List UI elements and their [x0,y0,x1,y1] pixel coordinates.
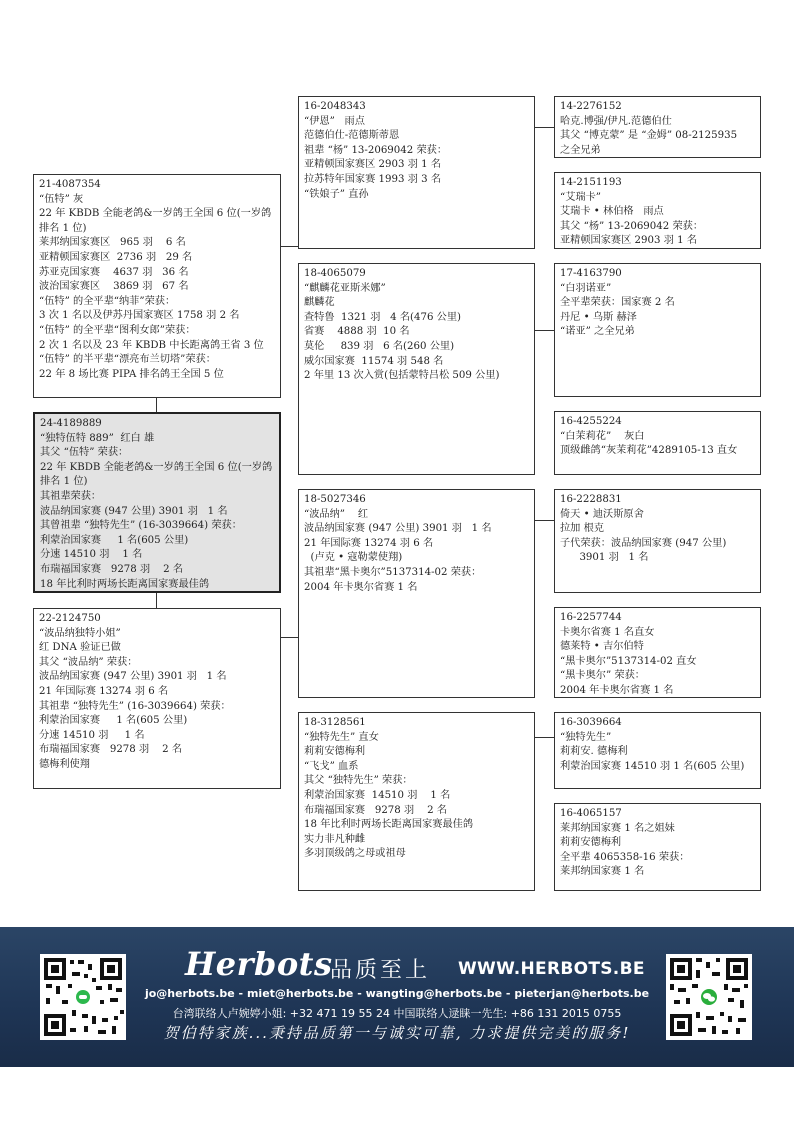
ring-number: 16-4065157 [560,808,622,819]
ring-number: 16-4255224 [560,416,622,427]
ring-number: 16-2048343 [304,101,366,112]
pedigree-line: “黑卡奥尔”5137314-02 直女 [560,655,697,667]
ring-number: 14-2276152 [560,101,622,112]
website-link[interactable]: WWW.HERBOTS.BE [458,959,645,979]
pedigree-d7 [554,712,761,789]
pedigree-line: 莱邦纳国家赛 1 名 [560,866,645,878]
pedigree-d4 [554,411,761,475]
connector [156,398,157,412]
pedigree-line: (卢克 • 寇勒蒙使翔) [304,552,403,564]
ring-number: 21-4087354 [39,179,101,190]
pedigree-line: 丹尼 • 乌斯 赫泽 [560,311,637,323]
pedigree-dam [33,608,281,789]
pedigree-line: 利蒙治国家赛 14510 羽 1 名(605 公里) [560,760,745,772]
pedigree-line: “伍特” 灰 [39,193,84,205]
pedigree-line: 其父 “伍特” 荣获： [40,447,129,459]
pedigree-line: 莱邦纳国家赛 1 名之姐妹 [560,822,675,834]
pedigree-line: 德梅利使翔 [39,758,90,770]
connector [534,737,554,738]
pedigree-line: “伊恩” 雨点 [304,115,365,127]
ring-number: 18-5027346 [304,494,366,505]
pedigree-line: “波品纳” 红 [304,508,369,520]
pedigree-c3 [298,489,535,698]
pedigree-line: 亚精顿国家赛区 2736 羽 29 名 [39,251,193,263]
pedigree-d3 [554,263,761,397]
pedigree-c2 [298,263,535,475]
pedigree-line: 查特鲁 1321 羽 4 名(476 公里) [304,311,462,323]
ring-number: 24-4189889 [40,418,102,429]
pedigree-line: 麒麟花 [304,297,335,309]
pedigree-d2 [554,172,761,249]
pedigree-line: 莉莉安. 德梅利 [560,746,628,758]
pedigree-c4 [298,712,535,891]
pedigree-line: “伍特” 的全平辈“纳菲”荣获： [39,295,176,307]
pedigree-line: 哈克.博强/伊凡.范德伯仕 [560,115,672,127]
pedigree-subject [33,412,281,593]
pedigree-line: 其父 “波品纳” 荣获： [39,656,138,668]
pedigree-line: 子代荣获：波品纳国家赛 (947 公里) [560,537,727,549]
pedigree-line: 苏亚克国家赛 4637 羽 36 名 [39,266,189,278]
pedigree-line: 波治国家赛区 3869 羽 67 名 [39,281,189,293]
pedigree-d8 [554,803,761,891]
pedigree-line: “诺亚” 之全兄弟 [560,326,635,338]
pedigree-line: “白羽诺亚” [560,282,612,294]
ring-number: 16-3039664 [560,717,622,728]
pedigree-line: 倚天 • 迪沃斯原舍 [560,508,644,520]
pedigree-line: 2004 年卡奥尔省赛 1 名 [560,684,674,696]
pedigree-line: 范德伯仕-范德斯蒂恩 [304,130,400,142]
pedigree-d5 [554,489,761,593]
pedigree-line: “麒麟花亚斯米娜” [304,282,386,294]
pedigree-line: 多羽顶级鸽之母或祖母 [304,848,406,860]
pedigree-line: 3 次 1 名以及伊苏丹国家赛区 1758 羽 2 名 [39,310,240,322]
pedigree-line: 利蒙治国家赛 14510 羽 1 名 [304,789,451,801]
pedigree-line: 红 DNA 验证已做 [39,642,121,654]
pedigree-line: 波品纳国家赛 (947 公里) 3901 羽 1 名 [304,523,492,535]
pedigree-line: 莱邦纳国家赛区 965 羽 6 名 [39,237,186,249]
brand-logo: Herbots [185,945,333,983]
ring-number: 18-3128561 [304,717,366,728]
pedigree-line: 莉莉安德梅利 [304,746,366,758]
ring-number: 14-2151193 [560,177,622,188]
pedigree-line: 亚精顿国家赛区 2903 羽 1 名 [560,235,698,247]
pedigree-line: “白茉莉花” 灰白 [560,430,645,442]
pedigree-line: 莉莉安德梅利 [560,837,622,849]
ring-number: 18-4065079 [304,268,366,279]
pedigree-line: 18 年比利时两场长距离国家赛最佳鸽 [40,578,210,590]
pedigree-line: 威尔国家赛 11574 羽 548 名 [304,355,444,367]
pedigree-line: 艾瑞卡 • 林伯格 雨点 [560,206,664,218]
pedigree-line: 祖辈 “杨” 13-2069042 荣获： [304,144,448,156]
pedigree-line: 布瑞福国家赛 9278 羽 2 名 [304,804,448,816]
pedigree-line: 其祖辈 “独特先生” (16-3039664) 荣获： [39,700,231,712]
pedigree-line: 之全兄弟 [560,144,601,156]
pedigree-line: 卡奥尔省赛 1 名直女 [560,626,655,638]
pedigree-line: 全平辈荣获：国家赛 2 名 [560,297,675,309]
ring-number: 16-2228831 [560,494,622,505]
connector [280,246,298,247]
pedigree-line: 其父 “博克蒙” 是 “金姆” 08-2125935 [560,130,738,142]
pedigree-c1 [298,96,535,249]
pedigree-line: 布瑞福国家赛 9278 羽 2 名 [40,563,184,575]
pedigree-line: 其父 “独特先生” 荣获： [304,775,413,787]
pedigree-line: “伍特” 的半平辈“漂亮布兰切塔”荣获： [39,354,216,366]
pedigree-line: “黑卡奥尔” 荣获： [560,670,645,682]
pedigree-line: 其父 “杨” 13-2069042 荣获： [560,220,704,232]
pedigree-line: 顶级雌鸽“灰茉莉花”4289105-13 直女 [560,445,738,457]
connector [280,637,298,638]
connector [156,593,157,608]
pedigree-line: 分速 14510 羽 1 名 [40,549,143,561]
pedigree-line: “艾瑞卡” [560,191,601,203]
ring-number: 17-4163790 [560,268,622,279]
pedigree-line: 波品纳国家赛 (947 公里) 3901 羽 1 名 [39,671,227,683]
pedigree-line: 波品纳国家赛 (947 公里) 3901 羽 1 名 [40,505,228,517]
pedigree-line: 2004 年卡奥尔省赛 1 名 [304,581,418,593]
pedigree-line: 3901 羽 1 名 [560,552,649,564]
pedigree-line: 亚精顿国家赛区 2903 羽 1 名 [304,159,442,171]
pedigree-line: 省赛 4888 羽 10 名 [304,326,410,338]
pedigree-line: “飞戈” 血系 [304,760,359,772]
pedigree-d6 [554,607,761,698]
connector [534,520,554,521]
pedigree-line: 18 年比利时两场长距离国家赛最佳鸽 [304,819,474,831]
pedigree-line: 布瑞福国家赛 9278 羽 2 名 [39,744,183,756]
pedigree-sire [33,174,281,398]
pedigree-line: “独特伍特 889” 红白 雄 [40,432,155,444]
pedigree-line: 其祖辈荣获： [40,490,102,502]
contact-emails[interactable]: jo@herbots.be - miet@herbots.be - wangting@herbots.be - pieterjan@herbots.be [144,987,650,1000]
pedigree-line: 2 年里 13 次入赏(包括蒙特吕松 509 公里) [304,370,500,382]
pedigree-line: 拉苏特年国家赛 1993 羽 3 名 [304,173,442,185]
pedigree-line: 利蒙治国家赛 1 名(605 公里) [40,534,189,546]
pedigree-line: 其曾祖辈 “独特先生” (16-3039664) 荣获： [40,520,242,532]
pedigree-line: 21 年国际赛 13274 羽 6 名 [39,685,169,697]
pedigree-line: 实力非凡种雌 [304,833,366,845]
pedigree-line: “铁娘子” 直孙 [304,188,369,200]
ring-number: 16-2257744 [560,612,622,623]
pedigree-line: 莫伦 839 羽 6 名(260 公里) [304,340,455,352]
contact-phones: 台湾联络人卢婉婷小姐: +32 471 19 55 24 中国联络人逯睐一先生: +86 131 2015 0755 [172,1007,622,1020]
pedigree-line: 2 次 1 名以及 23 年 KBDB 中长距离鸽王省 3 位 [39,339,264,351]
pedigree-line: 21 年国际赛 13274 羽 6 名 [304,537,434,549]
ring-number: 22-2124750 [39,613,101,624]
pedigree-line: 拉加 根克 [560,523,604,535]
pedigree-line: 全平辈 4065358-16 荣获： [560,851,690,863]
pedigree-line: 分速 14510 羽 1 名 [39,729,145,741]
pedigree-line: “波品纳独特小姐” [39,627,121,639]
company-motto: 贺伯特家族...秉持品质第一与诚实可靠, 力求提供完美的服务! [163,1024,631,1042]
pedigree-line: 22 年 KBDB 全能老鸽&一岁鸽王全国 6 位(一岁鸽排名 1 位) [40,461,273,488]
pedigree-line: “独特先生” [560,731,612,743]
pedigree-line: 22 年 8 场比赛 PIPA 排名鸽王全国 5 位 [39,368,224,380]
pedigree-line: 德莱特 • 吉尔伯特 [560,641,644,653]
brand-slogan: 品质至上 [330,958,431,983]
pedigree-line: “伍特” 的全平辈“图利女郎”荣获： [39,324,196,336]
connector [534,330,554,331]
pedigree-line: “独特先生” 直女 [304,731,379,743]
pedigree-line: 其祖辈“黑卡奥尔”5137314-02 荣获： [304,566,482,578]
connector [534,127,554,128]
pedigree-line: 利蒙治国家赛 1 名(605 公里) [39,715,188,727]
pedigree-d1 [554,96,761,158]
pedigree-line: 22 年 KBDB 全能老鸽&一岁鸽王全国 6 位(一岁鸽排名 1 位) [39,208,272,234]
